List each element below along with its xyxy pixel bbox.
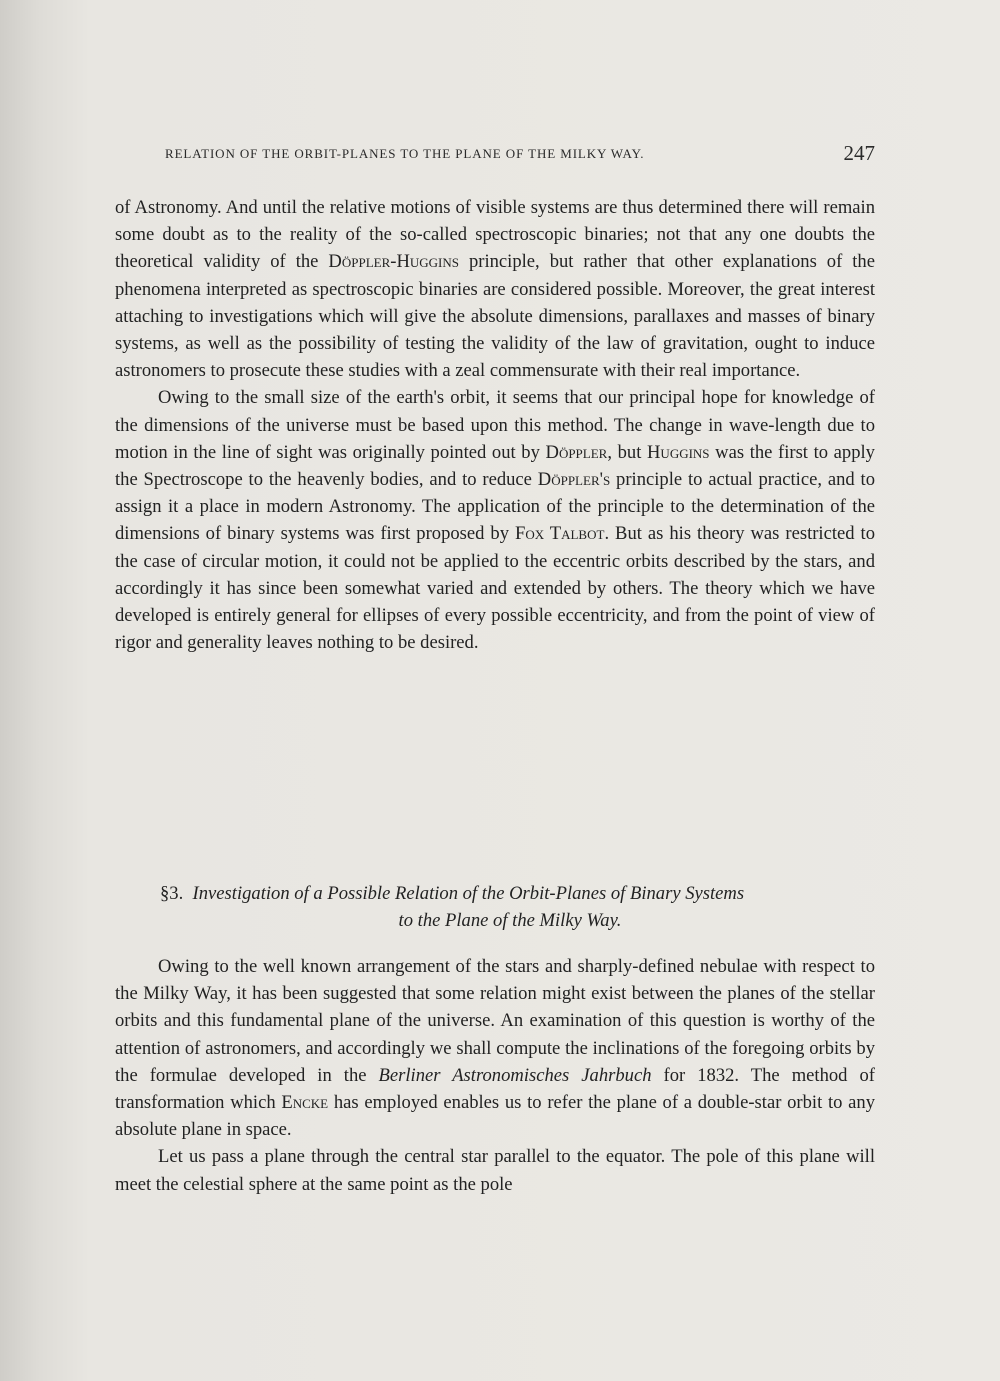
- upper-text-block: [115, 194, 875, 656]
- paragraph-3-text-c: has employed enables us to refer the plane of a double-star orbit to any absolute plane in space.: [115, 1092, 875, 1141]
- paragraph-2-text-d: principle to actual practice, and to assign it a place in modern Astronomy. The application of the principle to the determination of the dimensions of binary systems was first proposed by: [115, 469, 875, 545]
- paragraph-2-text-b: , but: [607, 441, 647, 463]
- name-doppler: Döppler: [545, 441, 608, 463]
- name-doppler-huggins: Döppler-Huggins: [328, 251, 459, 273]
- paragraph-1: [115, 194, 875, 384]
- paragraph-2-text-e: . But as his theory was restricted to the case of circular motion, it could not be applied to the eccentric orbits described by the stars, and accordingly it has since been somewhat varied and extended by others. The theory which we have developed is entirely general for ellipses of every possible eccentricity, and from the point of view of rigor and generality leaves nothing to be desired.: [115, 523, 875, 654]
- paragraph-1-text-b: principle, but rather that other explanations of the phenomena interpreted as spectroscopic binaries are considered possible. Moreover, the great interest attaching to investigations which will give the absolute dimensions, parallaxes and masses of binary systems, as well as the possibility of testing the validity of the law of gravitation, ought to induce astronomers to prosecute these studies with a zeal commensurate with their real importance.: [115, 251, 875, 382]
- paragraph-4: Let us pass a plane through the central star parallel to the equator. The pole of this plane will meet the celestial sphere at the same point as the pole: [115, 1146, 875, 1195]
- paragraph-1-text-a: of Astronomy. And until the relative motions of visible systems are thus determined there will remain some doubt as to the reality of the so-called spectroscopic binaries; not that any one doubts the theoretical validity of the: [115, 197, 875, 273]
- section-title-line-1: Investigation of a Possible Relation of the Orbit-Planes of Binary Systems: [192, 883, 745, 904]
- name-encke: Encke: [281, 1092, 329, 1114]
- section-number: §3.: [160, 883, 184, 904]
- section-title-line-2: to the Plane of the Milky Way.: [398, 910, 622, 931]
- paragraph-2-text-c: was the first to apply the Spectroscope to the heavenly bodies, and to reduce: [115, 441, 875, 491]
- journal-title: Berliner Astronomisches Jahrbuch: [378, 1064, 652, 1086]
- paragraph-2-text-a: Owing to the small size of the earth's orbit, it seems that our principal hope for knowledge of the dimensions of the universe must be based upon this method. The change in wave-length due to motion in the line of sight was originally pointed out by: [115, 387, 875, 463]
- page-number: 247: [843, 141, 875, 165]
- paragraph-3-text-b: for 1832. The method of transformation which: [115, 1064, 875, 1114]
- lower-text-block: [115, 953, 875, 1198]
- name-fox-talbot: Fox Talbot: [514, 523, 605, 545]
- running-header: [165, 141, 875, 165]
- section-heading-line-2: [115, 907, 875, 934]
- section-heading-line-1: [115, 880, 875, 907]
- name-doppler-possessive: Döppler's: [537, 469, 611, 491]
- running-title: RELATION OF THE ORBIT-PLANES TO THE PLANE OF THE MILKY WAY.: [165, 146, 645, 161]
- section-heading: [115, 880, 875, 934]
- paragraph-3: [115, 953, 875, 1143]
- name-huggins: Huggins: [647, 441, 710, 463]
- paragraph-2: [115, 384, 875, 656]
- paragraph-3-text-a: Owing to the well known arrangement of the stars and sharply-defined nebulae with respect to the Milky Way, it has been suggested that some relation might exist between the planes of the stellar orbits and this fundamental plane of the universe. An examination of this question is worthy of the attention of astronomers, and accordingly we shall compute the inclinations of the foregoing orbits by the formulae developed in the: [115, 956, 875, 1086]
